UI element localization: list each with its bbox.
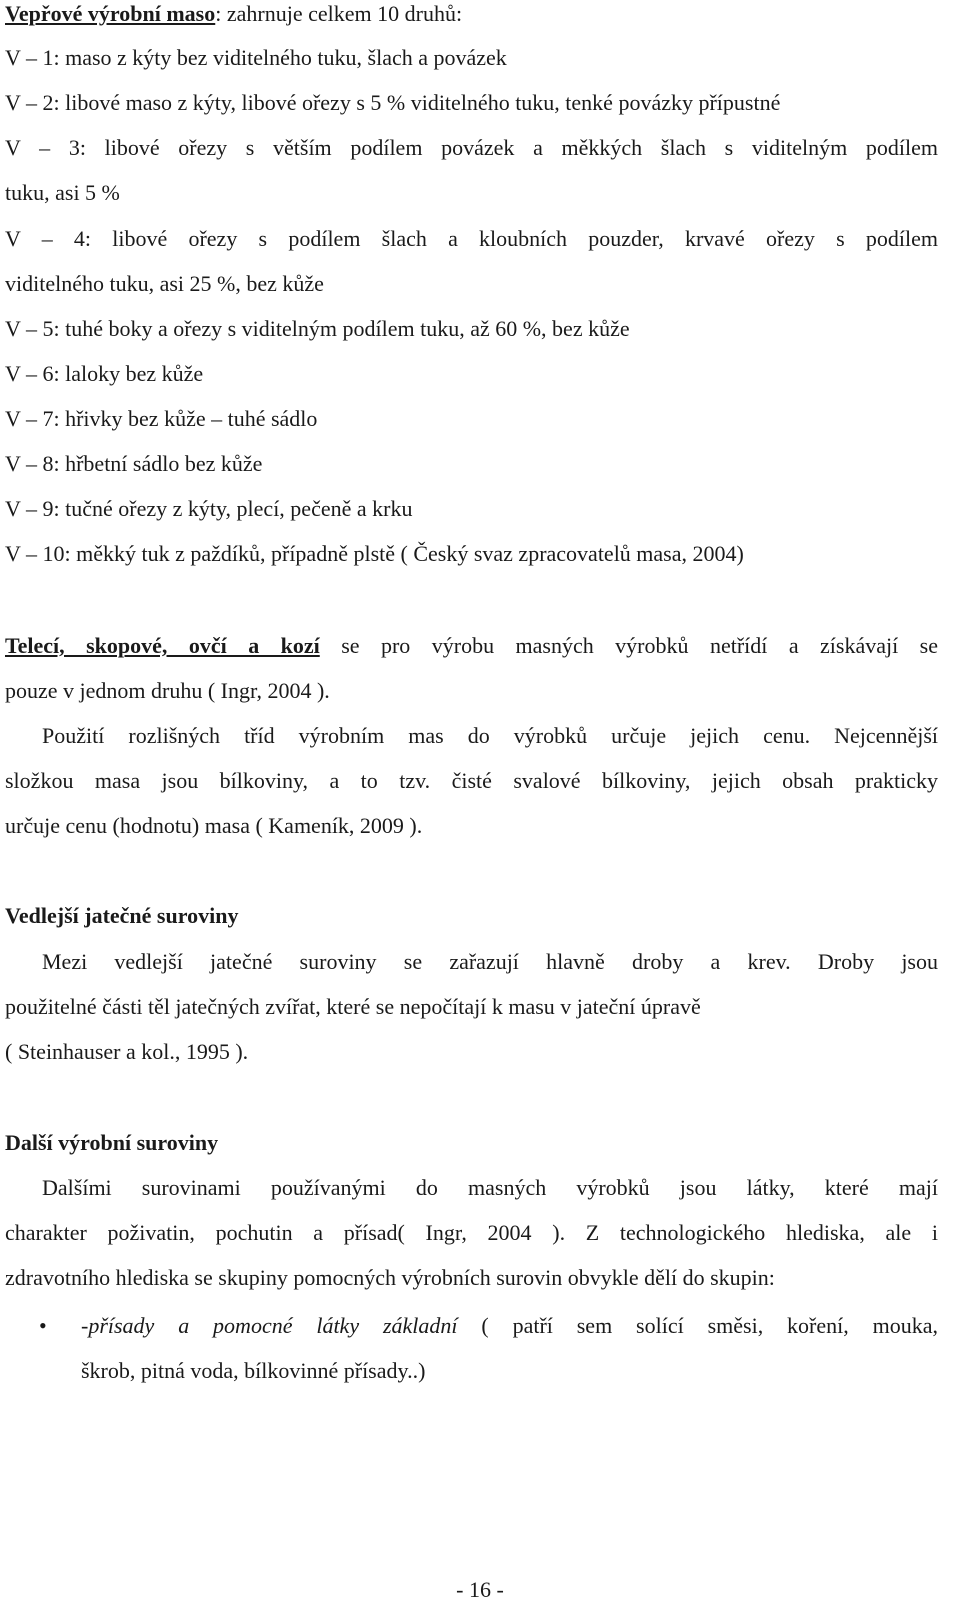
bullet-line2: škrob, pitná voda, bílkovinné přísady..)	[81, 1358, 426, 1383]
bullet-marker: •	[39, 1313, 47, 1338]
byproducts-line1: Mezi vedlejší jatečné suroviny se zařazují hlavně droby a krev. Droby jsou	[42, 949, 938, 974]
veal-para-line2: složkou masa jsou bílkoviny, a to tzv. čisté svalové bílkoviny, jejich obsah prakticky	[5, 768, 938, 793]
veal-para-line1: Použití rozlišných tříd výrobním mas do výrobků určuje jejich cenu. Nejcennější	[42, 723, 938, 748]
other-line1: Dalšími surovinami používanými do masných výrobků jsou látky, které mají	[42, 1175, 938, 1200]
pork-heading-line	[5, 0, 462, 28]
bullet-line1	[81, 1312, 938, 1340]
pork-item-v7: V – 7: hřivky bez kůže – tuhé sádlo	[5, 406, 318, 431]
veal-line1-rest: se pro výrobu masných výrobků netřídí a získávají se	[319, 633, 938, 658]
other-line2: charakter poživatin, pochutin a přísad( Ingr, 2004 ). Z technologického hlediska, ale i	[5, 1220, 938, 1245]
section-heading-other: Další výrobní suroviny	[5, 1130, 219, 1155]
other-line3: zdravotního hlediska se skupiny pomocných výrobních surovin obvykle dělí do skupin:	[5, 1265, 775, 1290]
byproducts-line3: ( Steinhauser a kol., 1995 ).	[5, 1039, 249, 1064]
section-heading-byproducts: Vedlejší jatečné suroviny	[5, 903, 239, 928]
page-number: - 16 -	[456, 1577, 504, 1602]
pork-item-v8: V – 8: hřbetní sádlo bez kůže	[5, 451, 263, 476]
pork-item-v2: V – 2: libové maso z kýty, libové ořezy s 5 % viditelného tuku, tenké povázky přípustné	[5, 90, 781, 115]
pork-item-v4: V – 4: libové ořezy s podílem šlach a kloubních pouzder, krvavé ořezy s podílem	[5, 226, 938, 251]
pork-item-v9: V – 9: tučné ořezy z kýty, plecí, pečeně a krku	[5, 496, 413, 521]
pork-item-v1: V – 1: maso z kýty bez viditelného tuku, šlach a povázek	[5, 45, 507, 70]
pork-item-v6: V – 6: laloky bez kůže	[5, 361, 204, 386]
veal-heading-line	[5, 632, 938, 660]
byproducts-line2: použitelné části těl jatečných zvířat, které se nepočítají k masu v jateční úpravě	[5, 994, 701, 1019]
pork-item-v5: V – 5: tuhé boky a ořezy s viditelným podílem tuku, až 60 %, bez kůže	[5, 316, 630, 341]
section-heading-veal: Telecí, skopové, ovčí a kozí	[5, 633, 320, 658]
section-heading-pork: Vepřové výrobní maso	[5, 1, 216, 26]
pork-heading-rest: : zahrnuje celkem 10 druhů:	[215, 1, 463, 26]
bullet-rest-text: ( patří sem solící směsi, koření, mouka,	[457, 1313, 938, 1338]
bullet-italic-text: -přísady a pomocné látky základní	[81, 1313, 458, 1338]
pork-item-v3: V – 3: libové ořezy s větším podílem povázek a měkkých šlach s viditelným podílem	[5, 135, 938, 160]
pork-item-v3-cont: tuku, asi 5 %	[5, 180, 120, 205]
pork-item-v4-cont: viditelného tuku, asi 25 %, bez kůže	[5, 271, 324, 296]
veal-para-line3: určuje cenu (hodnotu) masa ( Kameník, 2009 ).	[5, 813, 423, 838]
veal-line2: pouze v jednom druhu ( Ingr, 2004 ).	[5, 678, 330, 703]
pork-item-v10: V – 10: měkký tuk z paždíků, případně plstě ( Český svaz zpracovatelů masa, 2004)	[5, 541, 744, 566]
